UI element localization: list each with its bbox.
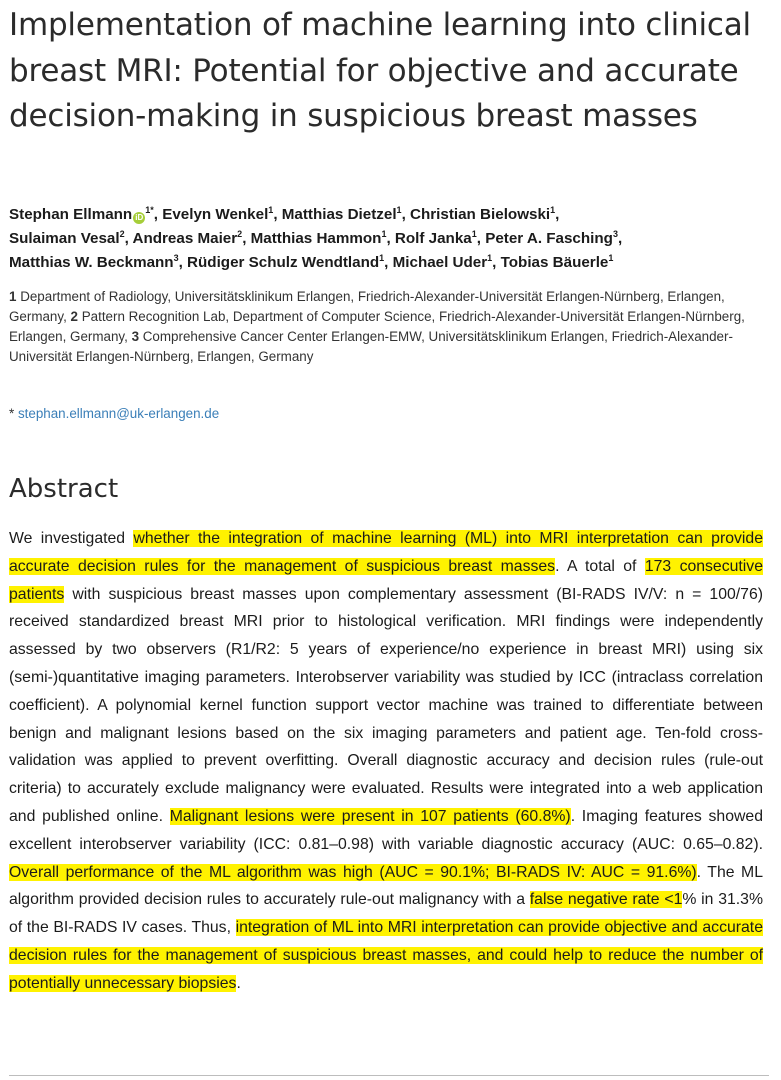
author-affiliation-sup: 1 <box>550 204 556 215</box>
article-title: Implementation of machine learning into clinical breast MRI: Potential for objective and accurate decision-making in suspicious breast masses <box>9 7 751 134</box>
abstract-heading: Abstract <box>9 474 119 504</box>
abstract-highlight: Overall performance of the ML algorithm was high (AUC = 90.1%; BI-RADS IV: AUC = 91.6%) <box>9 863 697 881</box>
abstract-highlight: false negative rate <1 <box>529 891 683 909</box>
author-affiliation-sup: 1 <box>268 204 274 215</box>
author-affiliation-sup: 1 <box>379 252 385 263</box>
author-name[interactable]: Tobias Bäuerle <box>500 254 609 271</box>
abstract-text: % in 31.3% of the BI-RADS IV cases. Thus, <box>9 891 763 937</box>
author-name[interactable]: Andreas Maier <box>132 230 238 247</box>
author-affiliation-sup: 1 <box>396 204 402 215</box>
correspondence <box>9 404 219 424</box>
affiliation-text: Comprehensive Cancer Center Erlangen-EMW, Universitätsklinikum Erlangen, Friedrich-Alexander-Universität Erlangen-Nürnberg, Erlangen, Germany <box>9 329 733 364</box>
author-affiliation-sup: 3 <box>173 252 179 263</box>
affiliation-number: 3 <box>131 329 140 344</box>
affiliation-number: 2 <box>70 309 78 324</box>
author-name[interactable]: Stephan Ellmann <box>9 206 133 223</box>
author-name[interactable]: Matthias W. Beckmann <box>9 254 174 271</box>
abstract-highlight: Malignant lesions were present in 107 patients (60.8%) <box>169 807 571 825</box>
abstract-highlight: whether the integration of machine learning (ML) into MRI interpretation can provide accurate decision rules for the management of suspicious breast masses <box>9 530 763 575</box>
author-name[interactable]: Sulaiman Vesal <box>9 230 120 247</box>
author-list: Stephan Ellmann $iD^{1*}$, Evelyn Wenkel$^1$, Matthias Dietzel$^1$, Christian Bielowski$^1$, Sulaiman Vesal$^2$, Andreas Maier$^2$, Matthias Hammon$^1$, Rolf Janka$^1$, Peter A. Fasching$^3$, Matthias W. Beckmann$^3$, Rüdiger Schulz Wendtland$^1$, Michael Uder$^1$, Tobias Bäuerle$^1$ <box>9 204 623 271</box>
affiliation-number: 1 <box>9 289 17 304</box>
author-name[interactable]: Rolf Janka <box>394 230 472 247</box>
author-name[interactable]: Christian Bielowski <box>410 206 551 223</box>
abstract-text: with suspicious breast masses upon complementary assessment (BI-RADS IV/V: n = 100/76) received standardized breast MRI prior to histological verification. MRI findings were independently assessed by two observers (R1/R2: 5 years of experience/no experience in breast MRI) using six (semi-)quantitative imaging parameters. Interobserver variability was studied by ICC (intraclass correlation coefficient). A polynomial kernel function support vector machine was trained to differentiate between benign and malignant lesions based on the six imaging parameters and patient age. Ten-fold cross-validation was applied to prevent overfitting. Overall diagnostic accuracy and decision rules (rule-out criteria) to accurately exclude malignancy were evaluated. Results were integrated into a web application and published online. <box>9 585 763 825</box>
email-link[interactable]: stephan.ellmann@uk-erlangen.de <box>17 406 220 421</box>
abstract-text: . Imaging features showed excellent interobserver variability (ICC: 0.81–0.98) with variable diagnostic accuracy (AUC: 0.65–0.82). <box>9 807 763 853</box>
author-name[interactable]: Matthias Dietzel <box>281 206 397 223</box>
author-name[interactable]: Evelyn Wenkel <box>162 206 269 223</box>
section-divider <box>9 1075 769 1076</box>
author-affiliation-sup: 2 <box>237 228 243 239</box>
author-affiliation-sup: 1 <box>487 252 493 263</box>
affiliation-text: Department of Radiology, Universitätsklinikum Erlangen, Friedrich-Alexander-Universität Erlangen-Nürnberg, Erlangen, Germany, <box>9 289 725 324</box>
abstract-text: . A total of <box>555 557 645 575</box>
abstract-text: . The ML algorithm provided decision rules to accurately rule-out malignancy with a <box>9 863 763 909</box>
abstract-text: We investigated <box>9 530 134 547</box>
author-name[interactable]: Michael Uder <box>392 254 488 271</box>
author-affiliation-sup: 1 <box>471 228 477 239</box>
abstract-highlight: 173 consecutive patients <box>9 557 763 603</box>
abstract-body <box>9 525 763 998</box>
author-affiliation-sup: 3 <box>612 228 618 239</box>
affiliations <box>9 287 769 367</box>
orcid-icon[interactable]: iD <box>135 213 144 222</box>
author-affiliation-sup: 1 <box>145 204 151 215</box>
author-affiliation-sup: 1 <box>381 228 387 239</box>
abstract-text: . <box>236 974 241 992</box>
abstract-highlight: integration of ML into MRI interpretation can provide objective and accurate decision rules for the management of suspicious breast masses, and could help to reduce the number of potentially unnecessary biopsies <box>9 919 763 992</box>
author-name[interactable]: Matthias Hammon <box>250 230 382 247</box>
author-affiliation-sup: 1 <box>608 252 614 263</box>
author-name[interactable]: Peter A. Fasching <box>485 230 613 247</box>
affiliation-text: Pattern Recognition Lab, Department of Computer Science, Friedrich-Alexander-Universität Erlangen-Nürnberg, Erlangen, Germany, <box>9 309 745 344</box>
author-affiliation-sup: 2 <box>119 228 125 239</box>
corresponding-author-mark: * <box>150 204 154 215</box>
author-name[interactable]: Rüdiger Schulz Wendtland <box>187 254 380 271</box>
correspondence-star: * <box>9 406 15 421</box>
